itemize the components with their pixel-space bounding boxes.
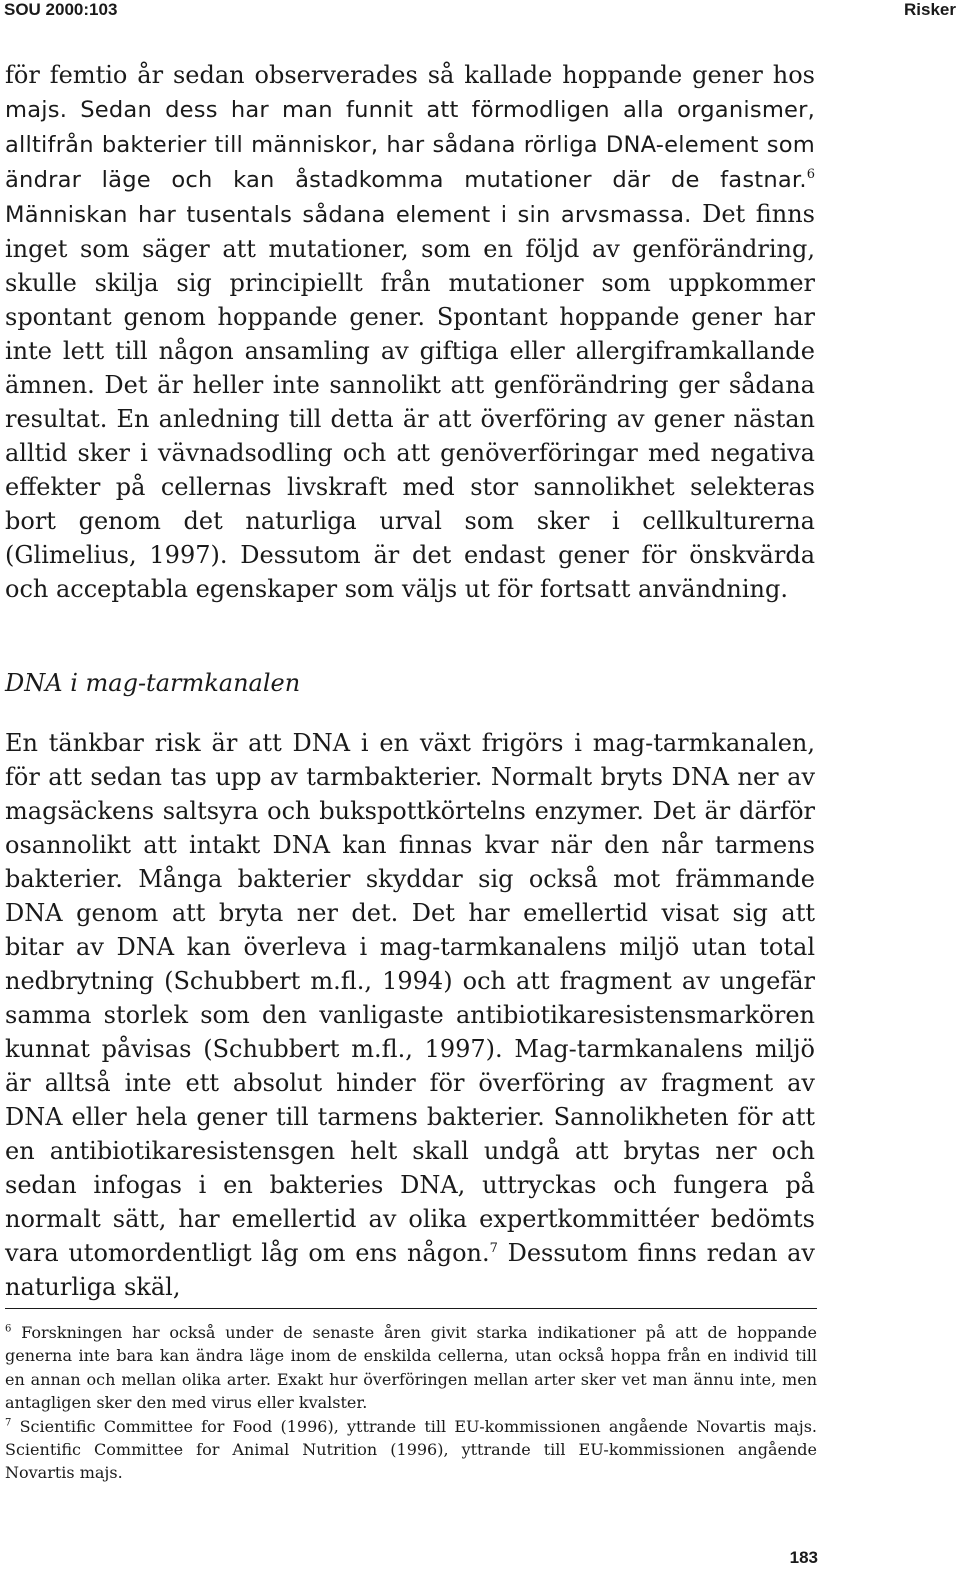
paragraph-first-line: för femtio år sedan observerades så kallade hoppande gener hos — [5, 61, 815, 89]
footnote-7 — [5, 1415, 817, 1485]
footnote-6 — [5, 1321, 817, 1415]
footnote-ref-6[interactable]: 6 — [806, 167, 815, 182]
paragraph-sans-segment-2: Människan har tusentals sådana element i sin arvsmassa. — [5, 202, 692, 228]
paragraph-rest: Det finns inget som säger att mutationer, som en följd av genförändring, skulle skilja sig principiellt från mutationer som uppkommer spontant genom hoppande gener. Spontant hoppande gener har inte lett till någon ansamling av giftiga eller allergiframkallande ämnen. Det är heller inte sannolikt att genförändring ger sådana resultat. En anledning till detta är att överföring av gener nästan alltid sker i vävnadsodling och att genöverföringar med negativa effekter på cellernas livskraft med stor sannolikhet selekteras bort genom det naturliga urval som sker i cellkulturerna (Glimelius, 1997). Dessutom är det endast gener för önskvärda och acceptabla egenskaper som väljs ut för fortsatt användning. — [5, 200, 815, 603]
footnote-text: Forskningen har också under de senaste åren givit starka indikationer på att de hoppande generna inte bara kan ändra läge inom de enskilda cellerna, utan också hoppa från en individ till en annan och mellan olika arter. Exakt hur överföringen mellan arter sker vet man ännu inte, men antagligen sker den med virus eller kvalster. — [5, 1323, 817, 1413]
footnote-number: 6 — [5, 1323, 12, 1335]
footnote-text: Scientific Committee for Food (1996), yttrande till EU-kommissionen angående Novartis majs. Scientific Committee for Animal Nutrition (1996), yttrande till EU-kommissionen angående Novartis majs. — [5, 1416, 817, 1483]
footnotes — [5, 1321, 817, 1485]
page-number: 183 — [789, 1548, 818, 1567]
paragraph-text: En tänkbar risk är att DNA i en växt frigörs i mag-tarmkanalen, för att sedan tas upp av tarmbakterier. Normalt bryts DNA ner av magsäckens saltsyra och bukspottkörtelns enzymer. Det är därför osannolikt att intakt DNA kan finnas kvar när den når tarmens bakterier. Många bakterier skyddar sig också mot främmande DNA genom att bryta ner det. Det har emellertid visat sig att bitar av DNA kan överleva i mag-tarmkanalens miljö utan total nedbrytning (Schubbert m.fl., 1994) och att fragment av ungefär samma storlek som den vanligaste antibiotikaresistensmarkören kunnat påvisas (Schubbert m.fl., 1997). Mag-tarmkanalens miljö är alltså inte ett absolut hinder för överföring av fragment av DNA eller hela gener till tarmens bakterier. Sannolikheten för att en antibiotikaresistensgen helt skall undgå att brytas ner och sedan infogas i en bakteries DNA, uttryckas och fungera på normalt sätt, har emellertid av olika expertkommittéer bedömts vara utomordentligt låg om ens någon. — [5, 729, 815, 1267]
footnote-divider — [5, 1308, 817, 1309]
paragraph-sans-segment: majs. Sedan dess har man funnit att förmodligen alla organismer, alltifrån bakterier till människor, har sådana rörliga DNA-element som ändrar läge och kan åstadkomma mutationer där de fastnar. — [5, 97, 815, 193]
section-heading: DNA i mag-tarmkanalen — [5, 669, 301, 697]
paragraph-hoppande-gener — [5, 58, 815, 606]
report-number: SOU 2000:103 — [4, 0, 118, 19]
footnote-number: 7 — [5, 1417, 12, 1429]
paragraph-mag-tarmkanalen — [5, 726, 815, 1304]
running-header — [0, 0, 960, 24]
footnote-ref-7[interactable]: 7 — [489, 1241, 498, 1256]
paragraph-text-continued: Dessutom finns redan av naturliga skäl, — [5, 1239, 815, 1301]
chapter-title: Risker — [904, 0, 956, 19]
